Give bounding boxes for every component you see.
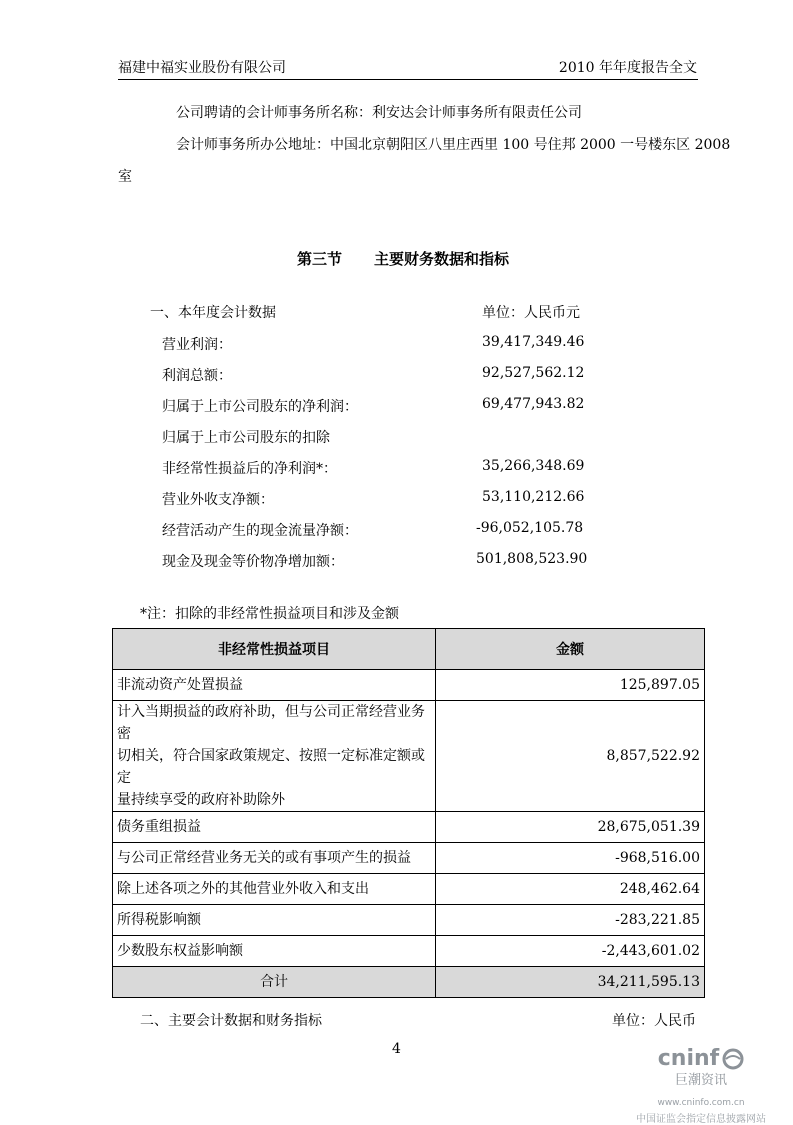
table-row [113,670,705,701]
cninfo-url: www.cninfo.com.cn [657,1098,745,1108]
table-row [113,874,705,905]
row-item: 除上述各项之外的其他营业外收入和支出 [113,874,436,905]
row-item-line: 量持续享受的政府补助除外 [117,792,285,808]
cninfo-cn-name: 巨潮资讯 [674,1073,727,1088]
cninfo-brand-text: cninf [657,1046,720,1071]
annual-item-label: 利润总额： [162,368,232,384]
cninfo-logo [631,1046,771,1071]
annual-item-label: 营业外收支净额： [162,492,274,508]
row-item: 少数股东权益影响额 [113,936,436,967]
total-label: 合计 [113,967,436,998]
col-header-amount: 金额 [436,629,705,670]
cninfo-logo-icon [722,1048,744,1070]
annual-item-label: 归属于上市公司股东的扣除 [162,430,330,446]
section-name: 主要财务数据和指标 [374,250,510,268]
annual-item-label: 经营活动产生的现金流量净额： [162,523,358,539]
non-recurring-table [112,628,705,998]
row-amount: 8,857,522.92 [436,701,705,812]
annual-item-value: 69,477,943.82 [482,396,585,412]
table-row [113,843,705,874]
table-row [113,812,705,843]
row-amount: 28,675,051.39 [436,812,705,843]
page-number: 4 [392,1041,401,1057]
table-note: *注：扣除的非经常性损益项目和涉及金额 [140,606,399,622]
header-company: 福建中福实业股份有限公司 [118,60,286,76]
row-item: 债务重组损益 [113,812,436,843]
auditor-address: 会计师事务所办公地址：中国北京朝阳区八里庄西里 100 号住邦 2000 一号楼东区 2008 [176,137,731,153]
row-amount: -283,221.85 [436,905,705,936]
cninfo-site-desc: 中国证监会指定信息披露网站 [636,1114,766,1125]
annual-unit: 单位：人民币元 [482,305,580,321]
section-number: 第三节 [297,250,343,268]
table-row [113,905,705,936]
annual-item-value: 53,110,212.66 [482,489,585,505]
row-amount: 125,897.05 [436,670,705,701]
row-amount: -2,443,601.02 [436,936,705,967]
annual-item-value: 92,527,562.12 [482,365,585,381]
table-row [113,701,705,812]
annual-item-label: 归属于上市公司股东的净利润： [162,399,358,415]
row-amount: 248,462.64 [436,874,705,905]
auditor-address-cont: 室 [118,169,132,185]
annual-item-label: 现金及现金等价物净增加额： [162,554,344,570]
total-amount: 34,211,595.13 [436,967,705,998]
main-data-unit: 单位：人民币 [612,1013,696,1029]
row-item: 与公司正常经营业务无关的或有事项产生的损益 [113,843,436,874]
section-title [297,248,509,269]
header-rule [118,79,698,80]
col-header-item: 非经常性损益项目 [113,629,436,670]
annual-item-value: 35,266,348.69 [482,458,585,474]
table-row [113,936,705,967]
header-report-title: 2010 年年度报告全文 [558,60,697,76]
row-item-line: 计入当期损益的政府补助，但与公司正常经营业务密 [117,704,425,742]
row-item-line: 切相关，符合国家政策规定、按照一定标准定额或定 [117,748,425,786]
annual-item-value: 501,808,523.90 [476,551,588,567]
annual-item-value: 39,417,349.46 [482,334,585,350]
auditor-name: 公司聘请的会计师事务所名称：利安达会计师事务所有限责任公司 [176,105,582,121]
annual-item-value: -96,052,105.78 [476,520,584,536]
row-amount: -968,516.00 [436,843,705,874]
annual-item-label: 非经常性损益后的净利润*： [162,461,337,477]
table-header-row [113,629,705,670]
annual-heading: 一、本年度会计数据 [150,305,276,321]
table-total-row [113,967,705,998]
cninfo-watermark [631,1046,771,1125]
row-item: 非流动资产处置损益 [113,670,436,701]
row-item [113,701,436,812]
row-item: 所得税影响额 [113,905,436,936]
main-data-heading: 二、主要会计数据和财务指标 [140,1013,322,1029]
annual-item-label: 营业利润： [162,337,232,353]
